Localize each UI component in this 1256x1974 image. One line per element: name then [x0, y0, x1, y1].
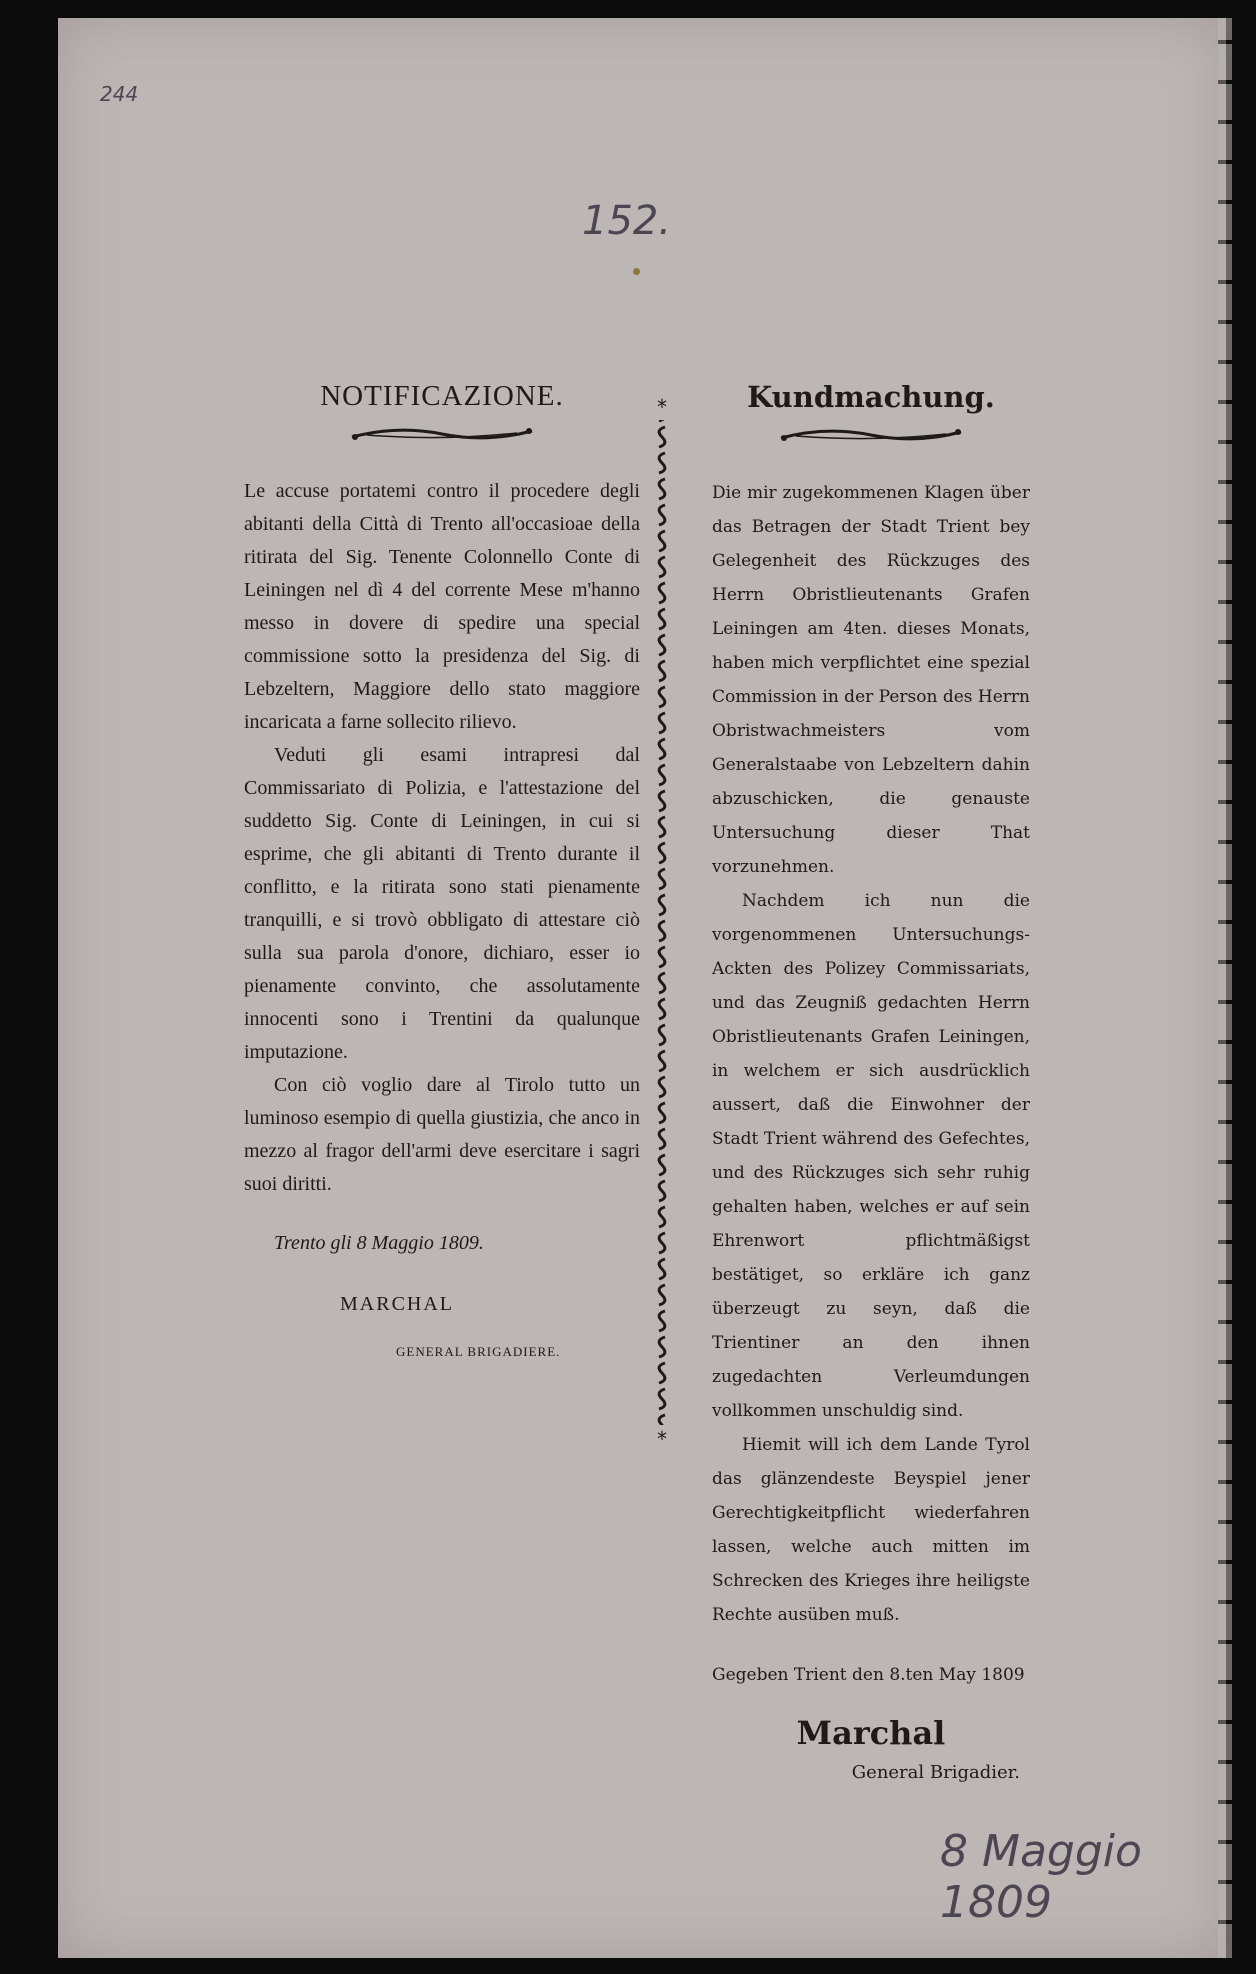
italian-title: NOTIFICAZIONE. [320, 380, 564, 412]
column-divider-ornament [649, 398, 675, 1448]
italian-column [244, 380, 640, 1368]
german-paragraph-3: Hiemit will ich dem Lande Tyrol das glänzendeste Beyspiel jener Gerechtigkeitpflicht wiederfahren lassen, welche auch mitten im Schrecken des Krieges ihre heiligste Rechte ausüben muß. [712, 1435, 1030, 1625]
ink-spot [633, 268, 640, 275]
italian-signature-title: GENERAL BRIGADIERE. [396, 1344, 561, 1359]
german-place-date: Gegeben Trient den 8.ten May 1809 [712, 1665, 1025, 1685]
italian-place-date: Trento gli 8 Maggio 1809. [274, 1232, 484, 1254]
italian-paragraph-1: Le accuse portatemi contro il procedere degli abitanti della Città di Trento all'occasioae della ritirata del Sig. Tenente Colonnello Conte di Leiningen nel dì 4 del corrente Mese m'hanno messo in dovere di spedire una special commissione sotto la presidenza del Sig. di Lebzeltern, Maggiore dello stato maggiore incaricata a farne sollecito rilievo. [244, 480, 640, 733]
svg-text:*: * [657, 1427, 667, 1448]
german-title: Kundmachung. [747, 380, 995, 414]
italian-flourish-ornament [347, 423, 537, 445]
german-flourish-ornament [776, 424, 966, 446]
german-signature-title: General Brigadier. [851, 1762, 1020, 1783]
document-page [58, 18, 1226, 1958]
german-paragraph-2: Nachdem ich nun die vorgenommenen Untersuchungs-Ackten des Polizey Commissariats, und das Zeugniß gedachten Herrn Obristlieutenants Grafen Leiningen, in welchem er sich ausdrücklich aussert, daß die Einwohner der Stadt Trient während des Gefechtes, und des Rückzuges sich sehr ruhig gehalten haben, welches er auf sein Ehrenwort pflichtmäßigst bestätiget, so erkläre ich ganz überzeugt zu seyn, daß die Trientiner an den ihnen zugedachten Verleumdungen vollkommen unschuldig sind. [712, 891, 1030, 1421]
svg-text:*: * [657, 398, 667, 419]
german-signature: Marchal [796, 1714, 946, 1752]
italian-paragraph-2: Veduti gli esami intrapresi dal Commissariato di Polizia, e l'attestazione del suddetto Sig. Conte di Leiningen, in cui si esprime, che gli abitanti di Trento durante il conflitto, e la ritirata sono stati pienamente tranquilli, e si trovò obbligato di attestare ciò sulla sua parola d'onore, dichiaro, esser io pienamente convinto, che assolutamente innocenti sono i Trentini da qualunque imputazione. [244, 744, 640, 1063]
german-paragraph-1: Die mir zugekommenen Klagen über das Betragen der Stadt Trient bey Gelegenheit des Rückzuges des Herrn Obristlieutenants Grafen Leiningen am 4ten. dieses Monats, haben mich verpflichtet eine spezial Commission in der Person des Herrn Obristwachmeisters vom Generalstaabe von Lebzeltern dahin abzuschicken, die genauste Untersuchung dieser That vorzunehmen. [712, 483, 1030, 877]
italian-paragraph-3: Con ciò voglio dare al Tirolo tutto un luminoso esempio di quella giustizia, che anco in mezzo al fragor dell'armi deve esercitare i sagri suoi diritti. [244, 1074, 640, 1195]
folio-number: 152. [582, 198, 672, 244]
german-column [712, 380, 1030, 1790]
archive-number: 244 [100, 82, 139, 106]
handwritten-date: 8 Maggio 1809 [940, 1826, 1142, 1928]
italian-signature: MARCHAL [340, 1293, 455, 1315]
